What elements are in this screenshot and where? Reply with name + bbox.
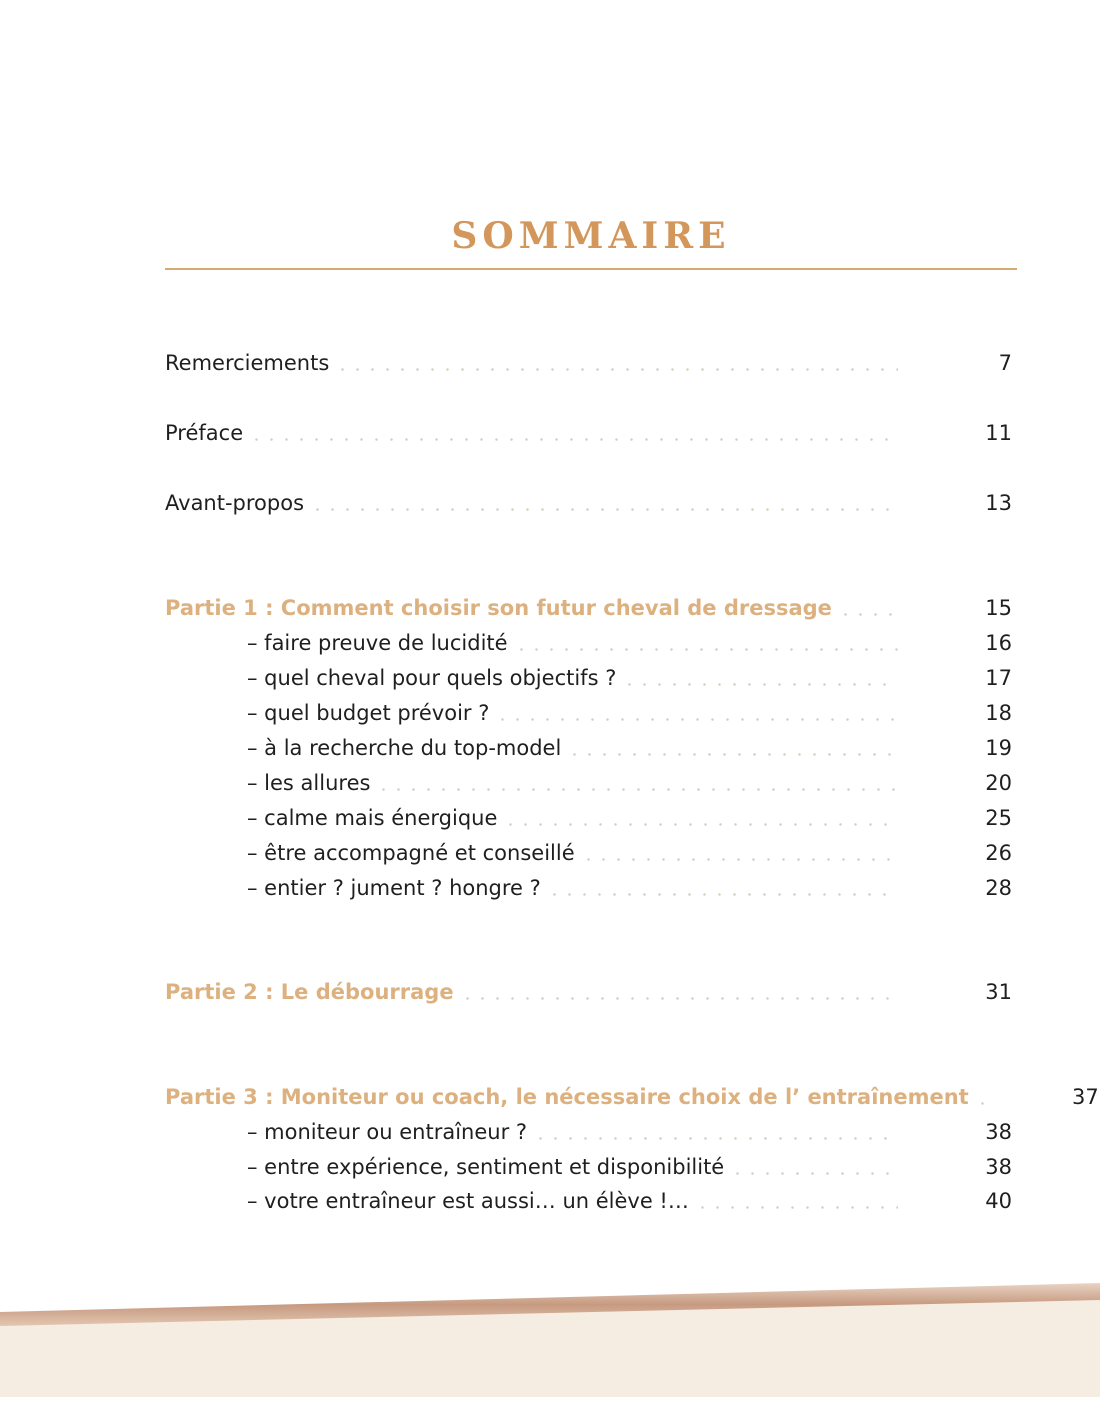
dot-leader [695,1206,898,1209]
toc-subentry[interactable] [247,873,1012,903]
dot-leader [838,613,898,616]
toc-subentry[interactable] [247,768,1012,798]
toc-label: – les allures [247,771,371,795]
dot-leader [249,438,898,441]
toc-page-number: 38 [985,1120,1012,1144]
dot-leader [335,368,898,371]
toc-subentry[interactable] [247,698,1012,728]
toc-label: – quel budget prévoir ? [247,701,490,725]
toc-page-number: 7 [998,351,1012,375]
toc-entry-partie-2[interactable] [165,977,1012,1007]
toc-entry-remerciements[interactable] [165,348,1012,378]
toc-label: Préface [165,421,244,445]
toc-subentry[interactable] [247,1117,1012,1147]
toc-label: – être accompagné et conseillé [247,841,575,865]
toc-label: – moniteur ou entraîneur ? [247,1120,528,1144]
dot-leader [376,788,898,791]
toc-page-number: 19 [985,736,1012,760]
toc-part-label: Partie 2 : Le débourrage [165,980,454,1004]
dot-leader [495,718,898,721]
toc-subentry[interactable] [247,663,1012,693]
dot-leader [581,858,898,861]
dot-leader [730,1172,898,1175]
toc-label: – entre expérience, sentiment et disponibilité [247,1155,725,1179]
dot-leader [533,1137,898,1140]
toc-entry-partie-3[interactable] [165,1082,1099,1112]
dot-leader [567,753,898,756]
toc-label: – quel cheval pour quels objectifs ? [247,666,617,690]
toc-entry-preface[interactable] [165,418,1012,448]
dot-leader [460,997,898,1000]
toc-page-number: 40 [985,1189,1012,1213]
toc-page-number: 31 [985,980,1012,1004]
toc-page-number: 13 [985,491,1012,515]
toc-entry-partie-1[interactable] [165,593,1012,623]
toc-subentry[interactable] [247,803,1012,833]
dot-leader [622,683,898,686]
toc-page-number: 38 [985,1155,1012,1179]
toc-page-number: 11 [985,421,1012,445]
dot-leader [975,1102,985,1105]
toc-page-number: 28 [985,876,1012,900]
toc-page-number: 20 [985,771,1012,795]
toc-part-label: Partie 3 : Moniteur ou coach, le nécessaire choix de l’ entraînement [165,1085,969,1109]
toc-subentry[interactable] [247,1152,1012,1182]
toc-subentry[interactable] [247,838,1012,868]
dot-leader [310,508,898,511]
toc-page-number: 25 [985,806,1012,830]
toc-label: – votre entraîneur est aussi… un élève !… [247,1189,689,1213]
toc-label: – à la recherche du top-model [247,736,562,760]
toc-page-number: 17 [985,666,1012,690]
toc-part-label: Partie 1 : Comment choisir son futur cheval de dressage [165,596,832,620]
toc-page-number: 15 [985,596,1012,620]
toc-page-number: 37 [1071,1085,1099,1109]
toc-page-number: 18 [985,701,1012,725]
toc-label: – faire preuve de lucidité [247,631,508,655]
title-rule [165,268,1017,270]
toc-subentry[interactable] [247,1186,1012,1216]
footer-band [0,1280,1100,1422]
toc-entry-avant-propos[interactable] [165,488,1012,518]
toc-label: – entier ? jument ? hongre ? [247,876,541,900]
dot-leader [547,893,898,896]
toc-label: Remerciements [165,351,330,375]
toc-page-number: 16 [985,631,1012,655]
dot-leader [503,823,898,826]
dot-leader [514,648,898,651]
toc-page-number: 26 [985,841,1012,865]
toc-label: Avant-propos [165,491,305,515]
toc-label: – calme mais énergique [247,806,498,830]
page-title: SOMMAIRE [451,215,731,257]
toc-subentry[interactable] [247,628,1012,658]
toc-subentry[interactable] [247,733,1012,763]
